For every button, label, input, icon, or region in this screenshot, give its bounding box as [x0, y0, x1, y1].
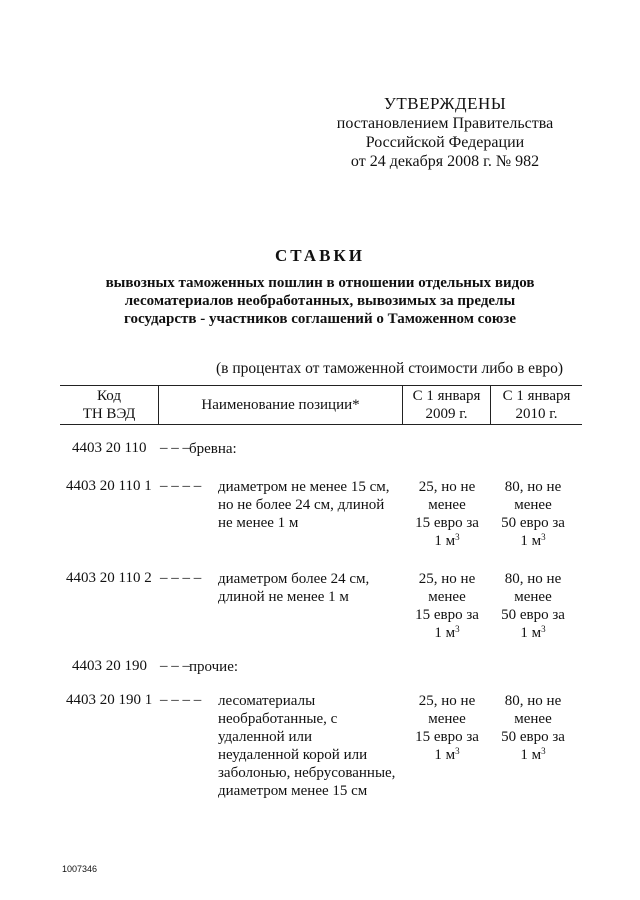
unit-note: (в процентах от таможенной стоимости либо в евро)	[216, 360, 564, 377]
rate-text: менее	[514, 497, 552, 513]
rate-text: 1 м	[434, 747, 456, 763]
cubic-superscript: 3	[541, 746, 546, 756]
rate-line	[488, 606, 578, 624]
rate-line	[488, 588, 578, 606]
row-name-line: бревна:	[189, 441, 237, 457]
cubic-superscript: 3	[541, 624, 546, 634]
row-name-line: удаленной или	[218, 729, 312, 745]
rate-line	[488, 496, 578, 514]
rate-line	[402, 728, 492, 746]
rate-line	[402, 692, 492, 710]
row-code: 4403 20 190	[72, 658, 147, 674]
footer-number: 1007346	[62, 864, 98, 874]
row-code: 4403 20 110 2	[66, 570, 152, 586]
header-2009	[403, 387, 490, 423]
rate-line	[402, 606, 492, 624]
row-name-line: но не более 24 см, длиной	[218, 497, 385, 513]
row-name-line: прочие:	[189, 659, 239, 675]
row-name-line: неудаленной корой или	[218, 747, 368, 763]
subtitle-line-3: государств - участников соглашений о Таможенном союзе	[124, 311, 516, 327]
rate-text: 25, но не	[418, 693, 476, 709]
approval-block	[330, 94, 560, 171]
rate-line	[488, 478, 578, 496]
rate-line	[402, 496, 492, 514]
rate-line	[488, 728, 578, 746]
header-code	[60, 387, 158, 423]
rate-text: 80, но не	[504, 693, 562, 709]
row-name-line: диаметром менее 15 см	[218, 783, 368, 799]
rate-text: 1 м	[520, 533, 542, 549]
row-code: 4403 20 110 1	[66, 478, 152, 494]
row-name-line: диаметром более 24 см,	[218, 571, 370, 587]
approval-line-2: Российской Федерации	[365, 134, 525, 151]
document-title: СТАВКИ	[275, 246, 365, 265]
rate-line	[402, 624, 492, 642]
rate-line	[488, 624, 578, 642]
header-code-line-1: Код	[97, 388, 121, 404]
rate-line	[402, 710, 492, 728]
rate-text: 50 евро за	[501, 729, 565, 745]
row-name	[189, 440, 379, 458]
rate-2010	[488, 692, 578, 764]
header-2010-line-2: 2010 г.	[515, 406, 558, 422]
rate-line	[402, 746, 492, 764]
rate-2010	[488, 570, 578, 642]
rate-text: 50 евро за	[501, 607, 565, 623]
rate-line	[488, 570, 578, 588]
rate-2009	[402, 478, 492, 550]
row-name-line: лесоматериалы	[218, 693, 316, 709]
row-name	[218, 570, 408, 606]
rate-text: 80, но не	[504, 479, 562, 495]
approval-heading: УТВЕРЖДЕНЫ	[383, 94, 507, 113]
subtitle-line-1: вывозных таможенных пошлин в отношении отдельных видов	[105, 275, 535, 291]
rate-line	[488, 514, 578, 532]
row-dashes: – – – –	[160, 478, 202, 494]
rate-text: менее	[514, 711, 552, 727]
rate-line	[402, 570, 492, 588]
rate-2009	[402, 692, 492, 764]
rate-text: 15 евро за	[415, 729, 479, 745]
rate-text: менее	[428, 711, 466, 727]
rate-text: 1 м	[520, 625, 542, 641]
row-name	[218, 692, 408, 800]
rate-text: менее	[428, 497, 466, 513]
rate-line	[402, 478, 492, 496]
rate-text: 50 евро за	[501, 515, 565, 531]
row-name-line: длиной не менее 1 м	[218, 589, 349, 605]
header-2010-line-1: С 1 января	[502, 388, 571, 404]
subtitle-line-2: лесоматериалов необработанных, вывозимых за пределы	[124, 293, 516, 309]
rate-text: 1 м	[434, 533, 456, 549]
header-code-line-2: ТН ВЭД	[82, 406, 136, 422]
row-code: 4403 20 110	[72, 440, 147, 456]
header-2010	[491, 387, 582, 423]
rate-2010	[488, 478, 578, 550]
rate-line	[488, 532, 578, 550]
document-subtitle	[40, 274, 600, 328]
rate-text: 1 м	[520, 747, 542, 763]
rate-line	[488, 710, 578, 728]
rate-line	[488, 692, 578, 710]
rate-text: 25, но не	[418, 571, 476, 587]
rate-line	[402, 588, 492, 606]
row-dashes: – – –	[160, 658, 190, 674]
approval-line-3: от 24 декабря 2008 г. № 982	[350, 153, 540, 170]
rate-text: 80, но не	[504, 571, 562, 587]
row-name	[189, 658, 379, 676]
rate-text: менее	[514, 589, 552, 605]
row-dashes: – – –	[160, 440, 190, 456]
rate-line	[402, 532, 492, 550]
header-2009-line-1: С 1 января	[412, 388, 481, 404]
rate-text: 25, но не	[418, 479, 476, 495]
table-header-bottom-rule	[60, 424, 582, 425]
row-dashes: – – – –	[160, 570, 202, 586]
cubic-superscript: 3	[455, 746, 460, 756]
row-name	[218, 478, 408, 532]
row-name-line: не менее 1 м	[218, 515, 299, 531]
cubic-superscript: 3	[455, 624, 460, 634]
row-name-line: диаметром не менее 15 см,	[218, 479, 390, 495]
rate-text: менее	[428, 589, 466, 605]
header-2009-line-2: 2009 г.	[425, 406, 468, 422]
table-top-rule	[60, 385, 582, 386]
row-name-line: заболонью, небрусованные,	[218, 765, 396, 781]
rate-text: 15 евро за	[415, 515, 479, 531]
cubic-superscript: 3	[541, 532, 546, 542]
rate-text: 15 евро за	[415, 607, 479, 623]
row-name-line: необработанные, с	[218, 711, 338, 727]
row-dashes: – – – –	[160, 692, 202, 708]
header-name: Наименование позиции*	[201, 397, 360, 413]
rate-line	[488, 746, 578, 764]
rate-line	[402, 514, 492, 532]
row-code: 4403 20 190 1	[66, 692, 153, 708]
rate-2009	[402, 570, 492, 642]
cubic-superscript: 3	[455, 532, 460, 542]
rate-text: 1 м	[434, 625, 456, 641]
approval-line-1: постановлением Правительства	[336, 115, 554, 132]
